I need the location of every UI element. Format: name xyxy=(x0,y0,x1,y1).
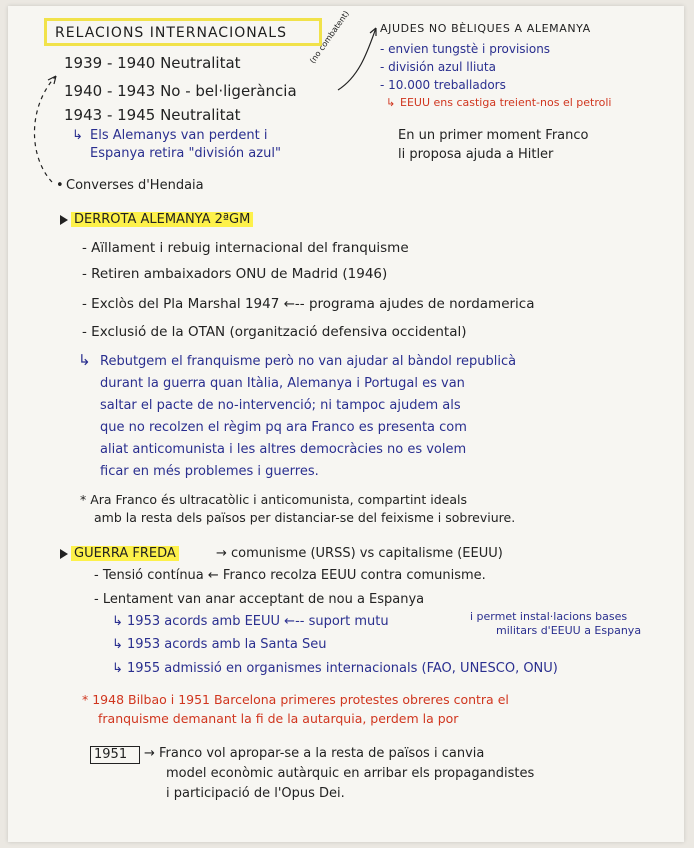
no-combatent-note: (no combatent) xyxy=(308,9,351,66)
protest-note-line: franquisme demanant la fi de la autarquia, perdem la por xyxy=(98,711,459,726)
alemanys-note-line: Espanya retira "división azul" xyxy=(90,146,281,161)
final-line: → Franco vol apropar-se a la resta de països i canvia xyxy=(144,746,485,761)
derrota-note-line: amb la resta dels països per distanciar-se del feixisme i sobreviure. xyxy=(94,510,516,525)
protest-note-line: * 1948 Bilbao i 1951 Barcelona primeres protestes obreres contra el xyxy=(82,692,509,707)
ajudes-item: - envien tungstè i provisions xyxy=(380,42,551,56)
guerra-subitem: ↳ 1953 acords amb EEUU ←-- suport mutu xyxy=(112,614,389,629)
alemanys-note-line: Els Alemanys van perdent i xyxy=(90,128,268,143)
derrota-para-line: ficar en més problemes i guerres. xyxy=(100,464,319,479)
year-label: 1951 xyxy=(94,747,128,762)
derrota-para-line: durant la guerra quan Itàlia, Alemanya i Portugal es van xyxy=(100,376,465,391)
derrota-para-line: saltar el pacte de no-intervenció; ni tampoc ajudem als xyxy=(100,398,461,413)
annotation-lines xyxy=(8,6,684,842)
arrow-icon: ↳ xyxy=(386,96,396,109)
franco-note-line: li proposa ajuda a Hitler xyxy=(398,147,554,162)
guerra-subitem: ↳ 1955 admissió en organismes internacionals (FAO, UNESCO, ONU) xyxy=(112,661,558,676)
arrow-head-icon xyxy=(48,76,56,84)
franco-note-line: En un primer moment Franco xyxy=(398,128,589,143)
guerra-subitem: ↳ 1953 acords amb la Santa Seu xyxy=(112,637,327,652)
ajudes-item: - 10.000 treballadors xyxy=(380,78,506,92)
curved-arrow-line xyxy=(338,28,376,90)
dashed-arrow-line xyxy=(34,76,56,182)
ajudes-item: - división azul lliuta xyxy=(380,60,496,74)
final-line: i participació de l'Opus Dei. xyxy=(166,786,345,801)
bullet-dot: • xyxy=(56,178,64,193)
arrow-icon: ↳ xyxy=(72,128,83,143)
hendaia-label: Converses d'Hendaia xyxy=(66,178,204,193)
derrota-heading: DERROTA ALEMANYA 2ªGM xyxy=(71,212,253,227)
guerra-heading-rest: → comunisme (URSS) vs capitalisme (EEUU) xyxy=(216,546,503,561)
derrota-item: - Exclusió de la OTAN (organització defensiva occidental) xyxy=(82,324,467,340)
timeline-item: 1943 - 1945 Neutralitat xyxy=(64,106,241,124)
notebook-page xyxy=(8,6,684,842)
derrota-para-line: aliat anticomunista i les altres democràcies no es volem xyxy=(100,442,467,457)
derrota-item: - Exclòs del Pla Marshal 1947 ←-- programa ajudes de nordamerica xyxy=(82,296,535,312)
timeline-item: 1940 - 1943 No - bel·ligerància xyxy=(64,82,297,100)
derrota-item: - Retiren ambaixadors ONU de Madrid (1946) xyxy=(82,266,388,282)
final-line: model econòmic autàrquic en arribar els propagandistes xyxy=(166,766,535,781)
page-title: RELACIONS INTERNACIONALS xyxy=(55,25,287,41)
arrow-icon: ↳ xyxy=(78,351,91,369)
timeline-item: 1939 - 1940 Neutralitat xyxy=(64,54,241,72)
eeuu-note: EEUU ens castiga treient-nos el petroli xyxy=(400,96,612,109)
derrota-item: - Aïllament i rebuig internacional del franquisme xyxy=(82,240,409,256)
derrota-para-line: Rebutgem el franquisme però no van ajudar al bàndol republicà xyxy=(100,354,517,369)
guerra-item: - Lentament van anar acceptant de nou a Espanya xyxy=(94,592,425,607)
bases-note-line: i permet instal·lacions bases xyxy=(470,610,628,623)
derrota-note-line: * Ara Franco és ultracatòlic i anticomunista, compartint ideals xyxy=(80,492,467,507)
bases-note-line: militars d'EEUU a Espanya xyxy=(496,624,642,637)
guerra-item: - Tensió contínua ← Franco recolza EEUU contra comunisme. xyxy=(94,568,486,583)
guerra-heading: GUERRA FREDA xyxy=(71,546,179,561)
derrota-para-line: que no recolzen el règim pq ara Franco es presenta com xyxy=(100,420,467,435)
ajudes-title: AJUDES NO BÈLIQUES A ALEMANYA xyxy=(380,22,591,35)
